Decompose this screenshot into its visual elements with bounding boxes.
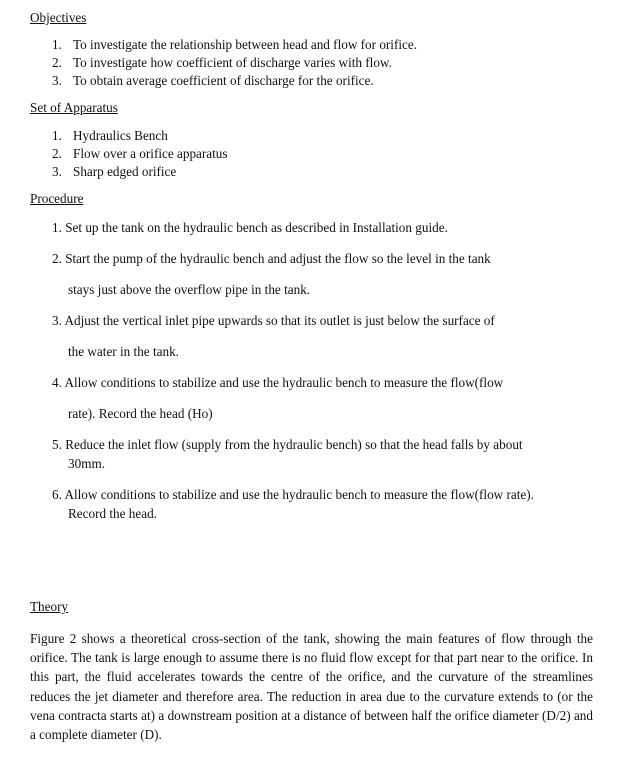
procedure-step-1: 1. Set up the tank on the hydraulic bench as described in Installation guide.	[52, 220, 448, 235]
list-item: 3. Sharp edged orifice	[52, 164, 177, 179]
theory-paragraph: Figure 2 shows a theoretical cross-section of the tank, showing the main features of flow through the orifice. The tank is large enough to assume there is no fluid flow except for that part near to the orifice. In this part, the fluid accelerates towards the centre of the orifice, and the curvature of the streamlines reduces the jet diameter and therefore area. The reduction in area due to the curvature extends to (or the vena contracta starts at) a downstream position at a distance of between half the orifice diameter (D/2) and a complete diameter (D).	[30, 631, 593, 743]
list-item: 1. To investigate the relationship between head and flow for orifice.	[52, 37, 418, 52]
procedure-step-6: 6. Allow conditions to stabilize and use the hydraulic bench to measure the flow(flow rate). Record the head.	[52, 487, 534, 521]
list-item: 2. To investigate how coefficient of discharge varies with flow.	[52, 55, 392, 70]
list-item: 2. Flow over a orifice apparatus	[52, 146, 228, 161]
list-item: 3. To obtain average coefficient of discharge for the orifice.	[52, 73, 374, 88]
procedure-step-2: 2. Start the pump of the hydraulic bench and adjust the flow so the level in the tank stays just above the overflow pipe in the tank.	[52, 251, 491, 297]
procedure-step-5: 5. Reduce the inlet flow (supply from the hydraulic bench) so that the head falls by about 30mm.	[52, 437, 523, 471]
apparatus-list	[52, 127, 228, 181]
procedure-step-3: 3. Adjust the vertical inlet pipe upwards so that its outlet is just below the surface of the water in the tank.	[52, 313, 495, 359]
list-item: 1. Hydraulics Bench	[52, 128, 168, 143]
procedure-step-4: 4. Allow conditions to stabilize and use the hydraulic bench to measure the flow(flow rate). Record the head (Ho)	[52, 375, 504, 421]
objectives-heading: Objectives	[30, 10, 87, 25]
theory-heading: Theory	[30, 599, 69, 614]
objectives-list	[52, 36, 417, 90]
procedure-heading: Procedure	[30, 191, 84, 206]
apparatus-heading: Set of Apparatus	[30, 100, 118, 115]
